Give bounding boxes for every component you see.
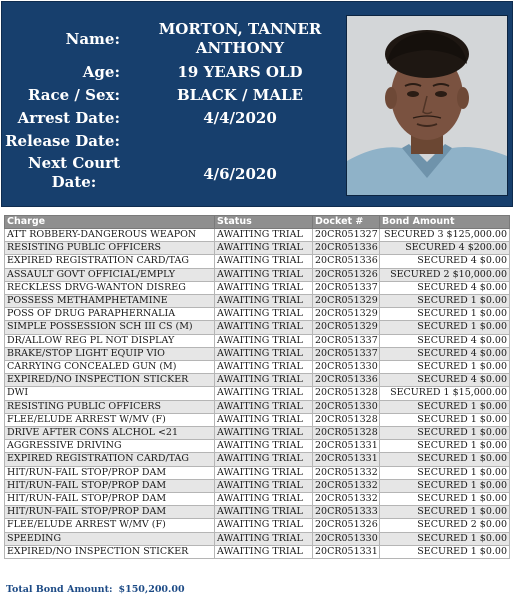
table-row xyxy=(5,295,510,308)
cell-docket: 20CR051332 xyxy=(313,479,380,492)
cell-bond-amount: SECURED 1 $0.00 xyxy=(380,479,510,492)
charges-table-body xyxy=(5,229,510,559)
cell-docket: 20CR051328 xyxy=(313,387,380,400)
next-court-date-label xyxy=(28,154,120,192)
cell-status: AWAITING TRIAL xyxy=(215,519,313,532)
charges-table-container xyxy=(4,215,509,559)
table-row xyxy=(5,361,510,374)
total-bond-value: $150,200.00 xyxy=(118,584,185,595)
total-bond-label: Total Bond Amount: xyxy=(6,584,113,595)
cell-docket: 20CR051331 xyxy=(313,440,380,453)
cell-docket: 20CR051336 xyxy=(313,242,380,255)
cell-charge: HIT/RUN-FAIL STOP/PROP DAM xyxy=(5,466,215,479)
total-bond-amount xyxy=(6,584,185,595)
cell-charge: FLEE/ELUDE ARREST W/MV (F) xyxy=(5,519,215,532)
cell-bond-amount: SECURED 1 $0.00 xyxy=(380,506,510,519)
cell-status: AWAITING TRIAL xyxy=(215,506,313,519)
cell-status: AWAITING TRIAL xyxy=(215,321,313,334)
arrest-date-value: 4/4/2020 xyxy=(203,109,277,127)
cell-bond-amount: SECURED 1 $0.00 xyxy=(380,361,510,374)
table-row xyxy=(5,229,510,242)
cell-docket: 20CR051332 xyxy=(313,493,380,506)
mugshot-image xyxy=(347,16,507,195)
cell-bond-amount: SECURED 4 $0.00 xyxy=(380,281,510,294)
cell-docket: 20CR051328 xyxy=(313,427,380,440)
race-sex-label: Race / Sex: xyxy=(28,86,120,104)
cell-status: AWAITING TRIAL xyxy=(215,413,313,426)
cell-status: AWAITING TRIAL xyxy=(215,387,313,400)
name-line-1: MORTON, TANNER xyxy=(158,20,322,38)
cell-status: AWAITING TRIAL xyxy=(215,361,313,374)
cell-bond-amount: SECURED 4 $0.00 xyxy=(380,255,510,268)
cell-bond-amount: SECURED 1 $0.00 xyxy=(380,295,510,308)
cell-bond-amount: SECURED 1 $0.00 xyxy=(380,493,510,506)
cell-docket: 20CR051336 xyxy=(313,255,380,268)
cell-docket: 20CR051337 xyxy=(313,347,380,360)
cell-status: AWAITING TRIAL xyxy=(215,374,313,387)
cell-charge: EXPIRED REGISTRATION CARD/TAG xyxy=(5,453,215,466)
table-row xyxy=(5,413,510,426)
cell-status: AWAITING TRIAL xyxy=(215,545,313,558)
table-row xyxy=(5,545,510,558)
cell-status: AWAITING TRIAL xyxy=(215,427,313,440)
cell-bond-amount: SECURED 1 $0.00 xyxy=(380,440,510,453)
cell-charge: DRIVE AFTER CONS ALCHOL <21 xyxy=(5,427,215,440)
table-row xyxy=(5,308,510,321)
cell-bond-amount: SECURED 4 $0.00 xyxy=(380,334,510,347)
table-row xyxy=(5,281,510,294)
name-value xyxy=(140,20,340,58)
cell-status: AWAITING TRIAL xyxy=(215,466,313,479)
cell-charge: FLEE/ELUDE ARREST W/MV (F) xyxy=(5,413,215,426)
cell-status: AWAITING TRIAL xyxy=(215,347,313,360)
race-sex-row xyxy=(2,86,342,106)
table-row xyxy=(5,334,510,347)
cell-docket: 20CR051337 xyxy=(313,334,380,347)
cell-charge: RESISTING PUBLIC OFFICERS xyxy=(5,400,215,413)
table-row xyxy=(5,453,510,466)
table-row xyxy=(5,374,510,387)
cell-docket: 20CR051332 xyxy=(313,466,380,479)
inmate-info-panel xyxy=(1,1,513,207)
cell-bond-amount: SECURED 4 $200.00 xyxy=(380,242,510,255)
cell-status: AWAITING TRIAL xyxy=(215,242,313,255)
cell-charge: ATT ROBBERY-DANGEROUS WEAPON xyxy=(5,229,215,242)
cell-charge: EXPIRED/NO INSPECTION STICKER xyxy=(5,374,215,387)
name-row xyxy=(2,20,342,60)
cell-docket: 20CR051331 xyxy=(313,453,380,466)
age-label: Age: xyxy=(82,63,120,81)
cell-charge: BRAKE/STOP LIGHT EQUIP VIO xyxy=(5,347,215,360)
cell-charge: CARRYING CONCEALED GUN (M) xyxy=(5,361,215,374)
age-value: 19 YEARS OLD xyxy=(177,63,303,81)
next-court-date-value: 4/6/2020 xyxy=(203,165,277,183)
mugshot-photo xyxy=(346,15,508,196)
cell-status: AWAITING TRIAL xyxy=(215,295,313,308)
release-date-row xyxy=(2,132,342,152)
cell-bond-amount: SECURED 1 $0.00 xyxy=(380,400,510,413)
cell-docket: 20CR051329 xyxy=(313,321,380,334)
table-row xyxy=(5,242,510,255)
table-row xyxy=(5,255,510,268)
cell-status: AWAITING TRIAL xyxy=(215,479,313,492)
cell-docket: 20CR051326 xyxy=(313,268,380,281)
cell-charge: RESISTING PUBLIC OFFICERS xyxy=(5,242,215,255)
table-row xyxy=(5,440,510,453)
cell-docket: 20CR051330 xyxy=(313,361,380,374)
cell-docket: 20CR051336 xyxy=(313,374,380,387)
cell-bond-amount: SECURED 4 $0.00 xyxy=(380,374,510,387)
cell-bond-amount: SECURED 2 $10,000.00 xyxy=(380,268,510,281)
charges-table xyxy=(4,215,510,559)
cell-status: AWAITING TRIAL xyxy=(215,400,313,413)
cell-docket: 20CR051333 xyxy=(313,506,380,519)
cell-charge: AGGRESSIVE DRIVING xyxy=(5,440,215,453)
cell-status: AWAITING TRIAL xyxy=(215,532,313,545)
cell-status: AWAITING TRIAL xyxy=(215,308,313,321)
cell-charge: HIT/RUN-FAIL STOP/PROP DAM xyxy=(5,493,215,506)
cell-bond-amount: SECURED 1 $0.00 xyxy=(380,532,510,545)
cell-docket: 20CR051327 xyxy=(313,229,380,242)
table-row xyxy=(5,347,510,360)
cell-status: AWAITING TRIAL xyxy=(215,268,313,281)
cell-docket: 20CR051337 xyxy=(313,281,380,294)
cell-bond-amount: SECURED 1 $0.00 xyxy=(380,466,510,479)
table-row xyxy=(5,493,510,506)
cell-docket: 20CR051329 xyxy=(313,295,380,308)
race-sex-value: BLACK / MALE xyxy=(177,86,303,104)
table-row xyxy=(5,400,510,413)
column-header-charge: Charge xyxy=(5,216,215,229)
cell-status: AWAITING TRIAL xyxy=(215,281,313,294)
cell-bond-amount: SECURED 1 $0.00 xyxy=(380,427,510,440)
column-header-bond-amount: Bond Amount xyxy=(380,216,510,229)
table-row xyxy=(5,506,510,519)
release-date-label: Release Date: xyxy=(5,132,120,150)
cell-charge: SIMPLE POSSESSION SCH III CS (M) xyxy=(5,321,215,334)
cell-charge: EXPIRED/NO INSPECTION STICKER xyxy=(5,545,215,558)
cell-bond-amount: SECURED 1 $0.00 xyxy=(380,453,510,466)
cell-status: AWAITING TRIAL xyxy=(215,440,313,453)
age-row xyxy=(2,63,342,83)
name-line-2: ANTHONY xyxy=(195,39,285,57)
cell-charge: SPEEDING xyxy=(5,532,215,545)
cell-charge: DR/ALLOW REG PL NOT DISPLAY xyxy=(5,334,215,347)
cell-status: AWAITING TRIAL xyxy=(215,229,313,242)
arrest-date-row xyxy=(2,109,342,129)
table-header-row xyxy=(5,216,510,229)
cell-bond-amount: SECURED 4 $0.00 xyxy=(380,347,510,360)
table-row xyxy=(5,519,510,532)
cell-bond-amount: SECURED 1 $15,000.00 xyxy=(380,387,510,400)
cell-charge: POSSESS METHAMPHETAMINE xyxy=(5,295,215,308)
cell-charge: HIT/RUN-FAIL STOP/PROP DAM xyxy=(5,506,215,519)
cell-docket: 20CR051326 xyxy=(313,519,380,532)
cell-docket: 20CR051330 xyxy=(313,400,380,413)
table-row xyxy=(5,387,510,400)
cell-bond-amount: SECURED 1 $0.00 xyxy=(380,545,510,558)
next-court-label-line-1: Next Court xyxy=(27,154,120,172)
cell-docket: 20CR051331 xyxy=(313,545,380,558)
cell-status: AWAITING TRIAL xyxy=(215,255,313,268)
cell-status: AWAITING TRIAL xyxy=(215,334,313,347)
cell-bond-amount: SECURED 1 $0.00 xyxy=(380,321,510,334)
name-label: Name: xyxy=(65,30,120,48)
cell-bond-amount: SECURED 1 $0.00 xyxy=(380,308,510,321)
cell-docket: 20CR051330 xyxy=(313,532,380,545)
table-row xyxy=(5,268,510,281)
cell-charge: ASSAULT GOVT OFFICIAL/EMPLY xyxy=(5,268,215,281)
cell-bond-amount: SECURED 2 $0.00 xyxy=(380,519,510,532)
cell-charge: DWI xyxy=(5,387,215,400)
cell-charge: POSS OF DRUG PARAPHERNALIA xyxy=(5,308,215,321)
cell-bond-amount: SECURED 1 $0.00 xyxy=(380,413,510,426)
cell-bond-amount: SECURED 3 $125,000.00 xyxy=(380,229,510,242)
table-row xyxy=(5,427,510,440)
arrest-date-label: Arrest Date: xyxy=(17,109,120,127)
cell-docket: 20CR051329 xyxy=(313,308,380,321)
cell-status: AWAITING TRIAL xyxy=(215,453,313,466)
next-court-date-row xyxy=(2,154,342,194)
table-row xyxy=(5,479,510,492)
cell-status: AWAITING TRIAL xyxy=(215,493,313,506)
table-row xyxy=(5,466,510,479)
cell-charge: RECKLESS DRVG-WANTON DISREG xyxy=(5,281,215,294)
next-court-label-line-2: Date: xyxy=(51,173,97,191)
column-header-docket: Docket # xyxy=(313,216,380,229)
table-row xyxy=(5,532,510,545)
cell-docket: 20CR051328 xyxy=(313,413,380,426)
column-header-status: Status xyxy=(215,216,313,229)
table-row xyxy=(5,321,510,334)
cell-charge: EXPIRED REGISTRATION CARD/TAG xyxy=(5,255,215,268)
cell-charge: HIT/RUN-FAIL STOP/PROP DAM xyxy=(5,479,215,492)
